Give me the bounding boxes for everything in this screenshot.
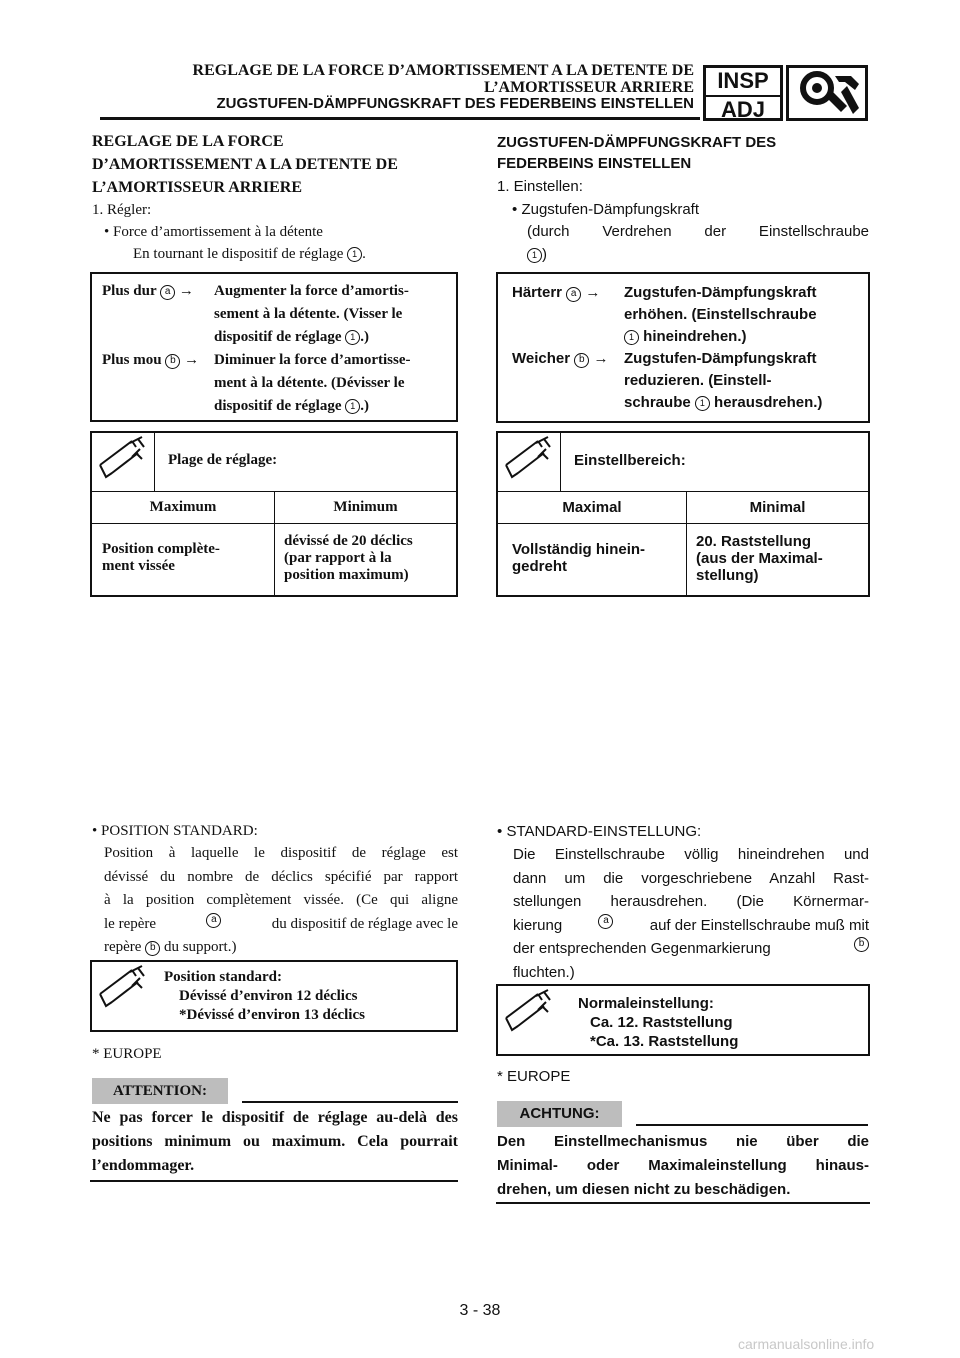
right-attention-label: ACHTUNG: (497, 1101, 622, 1127)
right-hard-text-3: hineindrehen.) (643, 328, 747, 345)
right-col-min: Minimal (749, 499, 806, 516)
right-soft-row (512, 348, 608, 370)
right-title-line: FEDERBEINS EINSTELLEN (497, 155, 692, 172)
right-min-line-2: (aus der Maximal- (696, 550, 823, 567)
marker-b: b (145, 941, 160, 956)
attention-rule (636, 1124, 868, 1126)
left-std-box-title: Position standard: (164, 969, 282, 985)
left-attention-line: positions minimum ou maximum. Cela pourrait (92, 1133, 458, 1150)
caliper-icon (498, 433, 561, 491)
left-europe-note: * EUROPE (92, 1046, 162, 1062)
left-hard-text-1: Augmenter la force d’amortis- (214, 283, 409, 299)
left-soft-text: Diminuer la force d’amortisse- ment à la détente. (Dévisser le dispositif de réglage 1 .) (214, 349, 411, 418)
right-attention-text (497, 1130, 869, 1202)
right-soft-text-3a: schraube (624, 394, 691, 411)
right-standard-line (513, 937, 869, 961)
right-min-line-3: stellung) (696, 567, 759, 584)
right-standard-line-4a: kierung (513, 916, 563, 934)
right-bullet-1-text: Zugstufen-Dämpfungskraft (521, 201, 700, 218)
right-europe-note: * EUROPE (497, 1068, 571, 1085)
left-soft-text-2: ment à la détente. (Dévisser le (214, 375, 405, 391)
left-min-line-2: (par rapport à la (284, 550, 392, 566)
marker-a: a (566, 287, 581, 302)
right-std-box-line-2: *Ca. 13. Raststellung (590, 1033, 739, 1050)
left-col-max: Maximum (149, 499, 217, 515)
marker-1: 1 (345, 399, 360, 414)
insp-adj-badge (703, 65, 783, 121)
attention-rule (90, 1180, 458, 1182)
left-standard-box (90, 960, 458, 1032)
right-soft-text-3b: herausdrehen.) (714, 394, 823, 411)
marker-b: b (854, 937, 869, 952)
right-bullet-1-sub: (durch Verdrehen der Einstellschraube (527, 223, 869, 240)
right-standard-line: stellungen herausdrehen. (Die Körnermar- (513, 893, 869, 910)
left-hard-text: Augmenter la force d’amortis- sement à la détente. (Visser le dispositif de réglage 1 .) (214, 280, 409, 349)
right-hard-text-2: erhöhen. (Einstellschraube (624, 306, 817, 323)
caliper-icon (498, 986, 560, 1054)
left-title-line: L’AMORTISSEUR ARRIERE (92, 179, 303, 196)
left-bullet-1-sub: En tournant le dispositif de réglage 1 . (133, 246, 366, 262)
right-hard-row (512, 282, 600, 304)
caliper-icon (92, 433, 155, 491)
left-max-line-2: ment vissée (102, 558, 175, 574)
left-max-line-1: Position complète- (102, 541, 220, 557)
left-section-title (92, 130, 398, 199)
right-bullet-1-sub-2: 1 ) (527, 244, 547, 266)
right-range-table (496, 431, 870, 597)
attention-rule (496, 1202, 870, 1204)
right-standard-line-5: der entsprechenden Gegenmarkierung (513, 940, 771, 957)
right-standard-line-4b: auf der Einstellschraube muß mit (649, 916, 869, 934)
right-section-title (497, 132, 776, 174)
left-adjust-info-box (90, 272, 458, 422)
right-standard-line (513, 914, 869, 938)
left-standard-line (104, 936, 458, 960)
left-bullet-1-sub-text: En tournant le dispositif de réglage (133, 246, 344, 262)
left-standard-paragraph (104, 842, 458, 960)
right-attention-line: drehen, um diesen nicht zu beschädigen. (497, 1181, 791, 1198)
right-standard-box (496, 984, 870, 1056)
left-bullet-1 (104, 221, 323, 244)
marker-1: 1 (345, 330, 360, 345)
right-col-max: Maximal (562, 499, 622, 516)
left-attention-line: Ne pas forcer le dispositif de réglage au-delà des (92, 1109, 458, 1126)
left-soft-row (102, 349, 199, 372)
header-rule (100, 117, 700, 120)
left-soft-text-3: dispositif de réglage (214, 398, 342, 414)
right-standard-heading: STANDARD-EINSTELLUNG: (506, 823, 702, 840)
right-max-line-1: Vollständig hinein- (512, 541, 646, 558)
right-standard-paragraph (513, 843, 869, 984)
right-title-line: ZUGSTUFEN-DÄMPFUNGSKRAFT DES (497, 134, 777, 151)
bullet-mark: • (497, 823, 503, 840)
right-std-box-line-1: Ca. 12. Raststellung (590, 1014, 733, 1031)
left-standard-line: dévissé du nombre de déclics spécifié par rapport (104, 868, 458, 885)
right-max-line-2: gedreht (512, 558, 568, 575)
marker-1: 1 (527, 248, 542, 263)
bullet-mark: • (512, 201, 518, 218)
right-range-title: Einstellbereich: (574, 452, 686, 469)
right-attention-line: Den Einstellmechanismus nie über die (497, 1133, 869, 1150)
left-max-value (102, 541, 220, 575)
right-standard-box-text (578, 994, 738, 1051)
marker-b: b (165, 354, 180, 369)
right-hard-text (624, 282, 817, 348)
marker-b: b (574, 353, 589, 368)
header-title-de: ZUGSTUFEN-DÄMPFUNGSKRAFT DES FEDERBEINS EINSTELLEN (216, 95, 694, 112)
caliper-icon (92, 962, 154, 1030)
arrow: → (178, 283, 194, 299)
left-standard-line-4b: du dispositif de réglage avec le (271, 915, 458, 932)
right-soft-label: Weicher (512, 350, 571, 367)
right-hard-label: Härterr (512, 284, 563, 301)
header-title-fr-2: L’AMORTISSEUR ARRIERE (483, 79, 694, 96)
table-rule (498, 523, 868, 524)
left-step-1: 1. Régler: (92, 202, 152, 218)
left-min-value (284, 533, 413, 584)
watermark: carmanualsonline.info (738, 1336, 875, 1352)
right-min-value (696, 533, 823, 584)
arrow: → (593, 350, 609, 367)
left-soft-text-1: Diminuer la force d’amortisse- (214, 352, 411, 368)
right-soft-text (624, 348, 822, 414)
left-standard-heading: POSITION STANDARD: (101, 823, 258, 839)
left-range-table (90, 431, 458, 597)
left-min-line-3: position maximum) (284, 567, 409, 583)
right-bullet-1 (512, 199, 699, 221)
right-standard-line: dann um die vorgeschriebene Anzahl Rast- (513, 869, 869, 887)
left-col-min: Minimum (333, 499, 398, 515)
left-std-box-line-1: Dévissé d’environ 12 déclics (179, 988, 358, 1004)
right-standard-line: fluchten.) (513, 963, 575, 981)
badge-insp: INSP (717, 68, 769, 93)
right-max-value (512, 541, 645, 575)
marker-a: a (160, 285, 175, 300)
page-number: 3 - 38 (459, 1302, 501, 1319)
right-standard-bullet (497, 821, 701, 843)
right-soft-text-2: reduzieren. (Einstell- (624, 372, 772, 389)
right-step-1: 1. Einstellen: (497, 178, 583, 195)
left-standard-line: à la position complètement vissée. (Ce qui aligne (104, 892, 458, 908)
left-attention-text (92, 1106, 458, 1178)
left-hard-text-2: sement à la détente. (Visser le (214, 306, 403, 322)
left-standard-bullet (92, 820, 258, 843)
right-std-box-title: Normaleinstellung: (578, 995, 714, 1012)
right-hard-text-1: Zugstufen-Dämpfungskraft (624, 284, 817, 301)
bullet-mark: • (92, 823, 98, 839)
left-standard-line-4a: le repère (104, 915, 157, 932)
left-title-line: D’AMORTISSEMENT A LA DETENTE DE (92, 156, 398, 173)
arrow: → (184, 352, 200, 368)
right-adjust-info-box (496, 272, 870, 423)
wrench-inspect-icon (786, 65, 868, 121)
badge-adj: ADJ (706, 95, 780, 121)
left-title-line: REGLAGE DE LA FORCE (92, 133, 284, 150)
left-attention-line: l’endommager. (92, 1157, 195, 1174)
left-range-title: Plage de réglage: (168, 452, 278, 468)
right-attention-line: Minimal- oder Maximaleinstellung hinaus- (497, 1157, 869, 1174)
left-hard-row (102, 280, 194, 303)
marker-1: 1 (347, 247, 362, 262)
left-standard-line-5b: du support.) (163, 939, 237, 955)
right-min-line-1: 20. Raststellung (696, 533, 812, 550)
marker-a: a (598, 914, 613, 929)
left-standard-box-text (164, 968, 365, 1025)
right-standard-line: Die Einstellschraube völlig hineindrehen und (513, 846, 869, 863)
left-standard-line-5a: repère (104, 939, 142, 955)
left-hard-label: Plus dur (102, 283, 157, 299)
header-title-fr-1: REGLAGE DE LA FORCE D’AMORTISSEMENT A LA DETENTE DE (192, 62, 694, 79)
marker-1: 1 (624, 330, 639, 345)
left-min-line-1: dévissé de 20 déclics (284, 533, 413, 549)
left-standard-line: Position à laquelle le dispositif de réglage est (104, 845, 458, 861)
bullet-mark: • (104, 224, 110, 240)
table-rule (498, 491, 868, 492)
attention-rule (242, 1101, 458, 1103)
right-soft-text-1: Zugstufen-Dämpfungskraft (624, 350, 817, 367)
left-standard-line (104, 913, 458, 937)
left-soft-label: Plus mou (102, 352, 162, 368)
arrow: → (585, 284, 601, 301)
marker-1: 1 (695, 396, 710, 411)
left-hard-text-3: dispositif de réglage (214, 329, 342, 345)
left-bullet-1-text: Force d’amortissement à la détente (113, 224, 323, 240)
marker-a: a (206, 913, 221, 928)
left-std-box-line-2: *Dévissé d’environ 13 déclics (179, 1007, 365, 1023)
left-attention-label: ATTENTION: (92, 1078, 228, 1104)
